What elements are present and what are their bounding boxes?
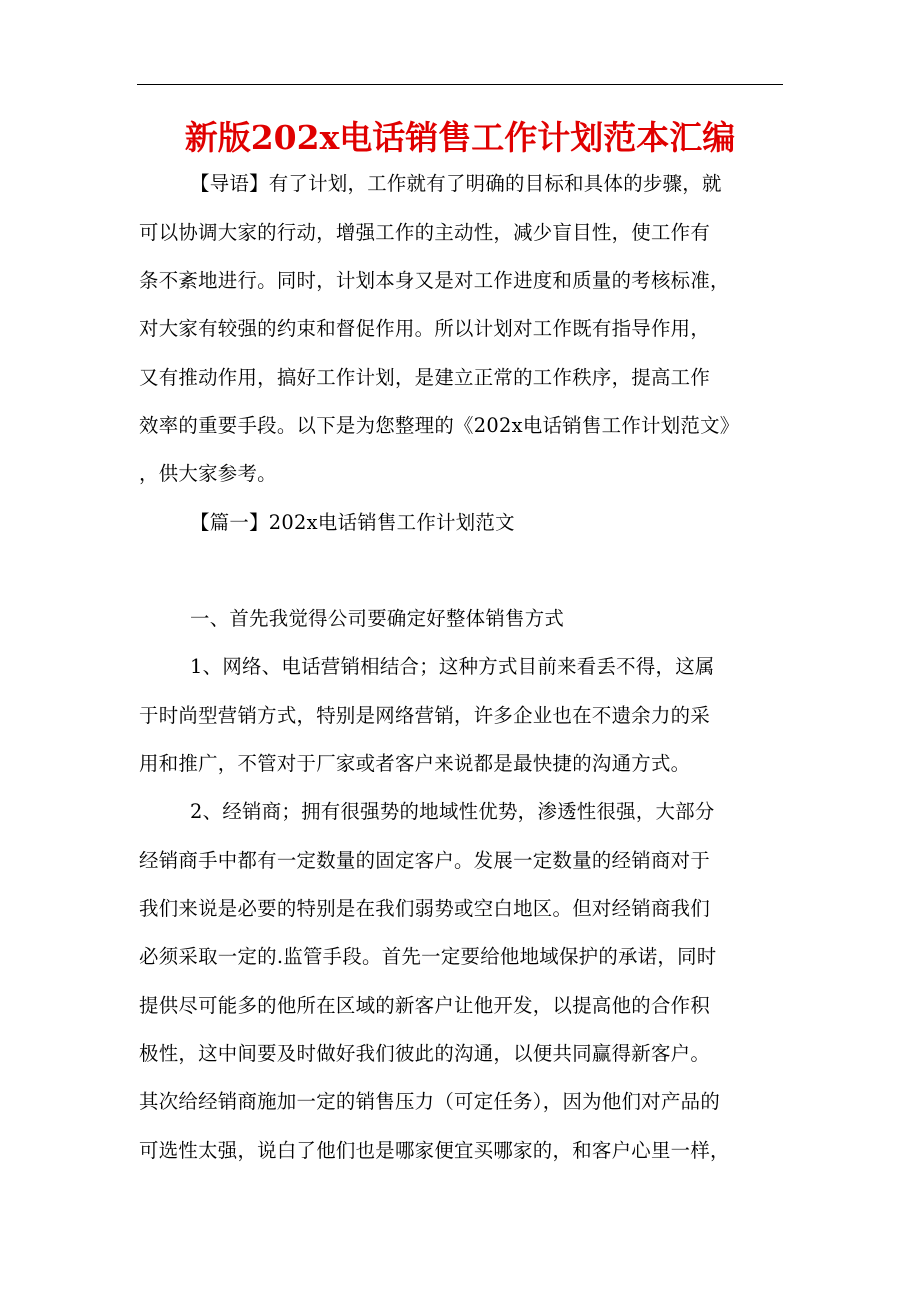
item-2-line: 提供尽可能多的他所在区域的新客户让他开发，以提高他的合作积 <box>139 994 711 1017</box>
intro-line: 又有推动作用，搞好工作计划，是建立正常的工作秩序，提高工作 <box>139 366 711 389</box>
item-1-line: 1、网络、电话营销相结合；这种方式目前来看丢不得，这属 <box>190 655 715 678</box>
header-rule <box>137 84 783 85</box>
intro-line: 可以协调大家的行动，增强工作的主动性，减少盲目性，使工作有 <box>139 221 711 244</box>
item-1-line: 用和推广，不管对于厂家或者客户来说都是最快捷的沟通方式。 <box>139 752 691 775</box>
document-title: 新版202x电话销售工作计划范本汇编 <box>184 118 736 157</box>
item-2-line: 必须采取一定的.监管手段。首先一定要给他地域保护的承诺，同时 <box>139 945 717 968</box>
item-2-line: 极性，这中间要及时做好我们彼此的沟通，以便共同赢得新客户。 <box>139 1042 711 1065</box>
item-2-line: 我们来说是必要的特别是在我们弱势或空白地区。但对经销商我们 <box>139 897 711 920</box>
intro-line: 【导语】有了计划，工作就有了明确的目标和具体的步骤，就 <box>190 172 722 195</box>
intro-line: ，供大家参考。 <box>139 462 277 485</box>
subheading: 一、首先我觉得公司要确定好整体销售方式 <box>190 607 565 630</box>
item-2-line: 经销商手中都有一定数量的固定客户。发展一定数量的经销商对于 <box>139 849 711 872</box>
item-2-line: 2、经销商；拥有很强势的地域性优势，渗透性很强，大部分 <box>190 800 715 823</box>
intro-line: 效率的重要手段。以下是为您整理的《202x电话销售工作计划范文》 <box>139 414 740 437</box>
intro-line: 对大家有较强的约束和督促作用。所以计划对工作既有指导作用， <box>139 317 711 340</box>
item-2-line: 可选性太强，说白了他们也是哪家便宜买哪家的，和客户心里一样， <box>139 1139 730 1162</box>
item-1-line: 于时尚型营销方式，特别是网络营销，许多企业也在不遗余力的采 <box>139 704 711 727</box>
intro-line: 条不紊地进行。同时，计划本身又是对工作进度和质量的考核标准， <box>139 269 730 292</box>
item-2-line: 其次给经销商施加一定的销售压力（可定任务），因为他们对产品的 <box>139 1090 721 1113</box>
section-heading: 【篇一】202x电话销售工作计划范文 <box>190 511 515 534</box>
